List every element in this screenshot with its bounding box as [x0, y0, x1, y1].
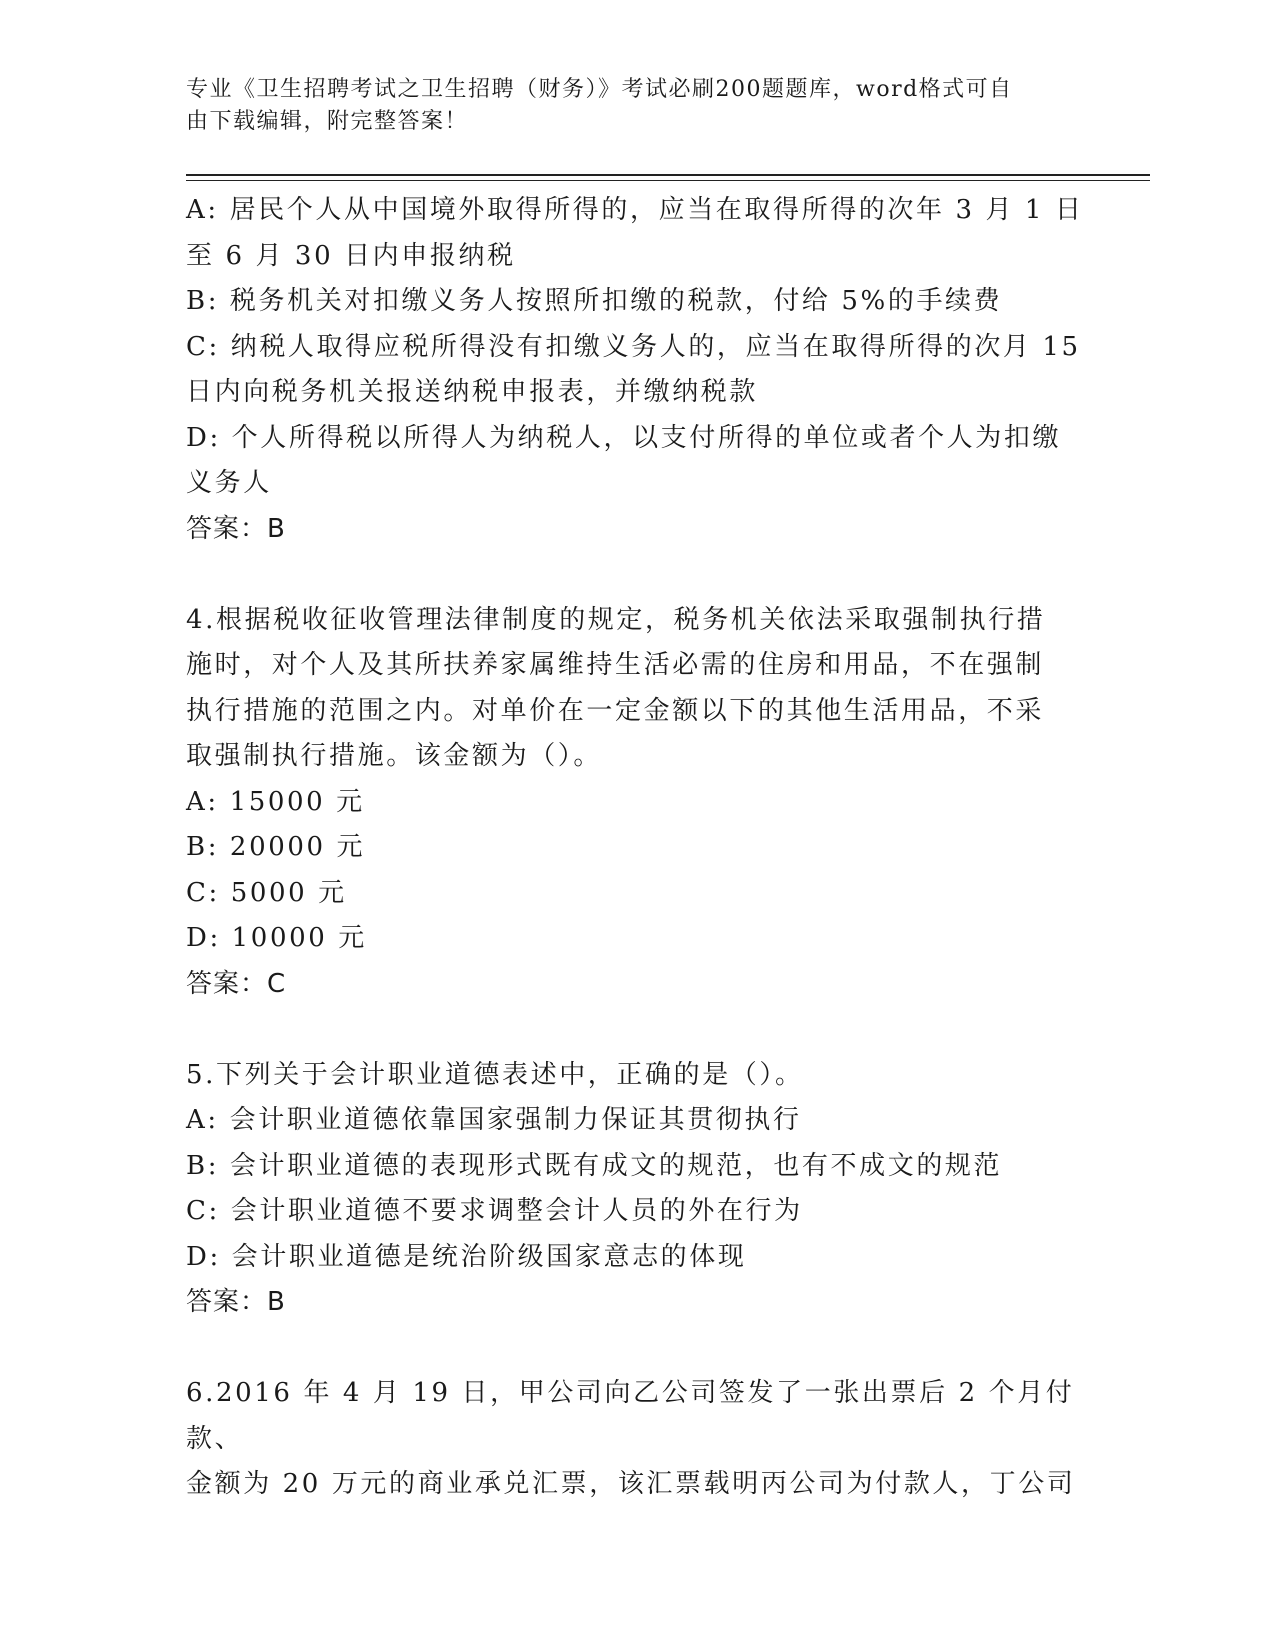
- q5-option-d: D: 会计职业道德是统治阶级国家意志的体现: [186, 1241, 747, 1272]
- q6-stem-line-1: 6.2016 年 4 月 19 日，甲公司向乙公司签发了一张出票后 2 个月付款、: [186, 1378, 1075, 1454]
- q3-option-a-line-2: 至 6 月 30 日内申报纳税: [186, 240, 516, 271]
- q3-option-d-line-1: D: 个人所得税以所得人为纳税人，以支付所得的单位或者个人为扣缴: [186, 422, 1062, 453]
- q5-option-b: B: 会计职业道德的表现形式既有成文的规范，也有不成文的规范: [186, 1150, 1003, 1181]
- question-3: [186, 188, 1086, 552]
- question-5: [186, 1053, 1086, 1326]
- q3-option-b: B: 税务机关对扣缴义务人按照所扣缴的税款，付给 5%的手续费: [186, 286, 1003, 316]
- q4-answer: 答案：C: [186, 968, 287, 999]
- q3-option-c-line-1: C: 纳税人取得应税所得没有扣缴义务人的，应当在取得所得的次月 15: [186, 331, 1081, 362]
- question-4: [186, 598, 1086, 1008]
- header-divider-thin: [186, 180, 1150, 181]
- question-6: [186, 1371, 1086, 1508]
- q5-option-c: C: 会计职业道德不要求调整会计人员的外在行为: [186, 1196, 803, 1226]
- q3-option-a-line-1: A: 居民个人从中国境外取得所得的，应当在取得所得的次年 3 月 1 日: [186, 195, 1084, 225]
- q5-option-a: A: 会计职业道德依靠国家强制力保证其贯彻执行: [186, 1105, 802, 1135]
- q3-option-d-line-2: 义务人: [186, 468, 272, 498]
- header-divider-thick: [186, 174, 1150, 176]
- q6-stem-line-2: 金额为 20 万元的商业承兑汇票，该汇票载明丙公司为付款人，丁公司: [186, 1469, 1076, 1499]
- q4-stem-line-4: 取强制执行措施。该金额为（）。: [186, 741, 603, 771]
- q4-option-a: A: 15000 元: [186, 786, 365, 817]
- document-header: [186, 74, 1066, 138]
- q4-stem-line-1: 4.根据税收征收管理法律制度的规定，税务机关依法采取强制执行措: [186, 604, 1046, 635]
- question-gap: [186, 552, 1086, 598]
- q4-option-b: B: 20000 元: [186, 832, 366, 862]
- header-title-line-1: 专业《卫生招聘考试之卫生招聘（财务）》考试必刷200题题库，word格式可自: [186, 77, 1013, 102]
- q5-answer: 答案：B: [186, 1287, 286, 1317]
- q4-stem-line-3: 执行措施的范围之内。对单价在一定金额以下的其他生活用品，不采: [186, 695, 1045, 726]
- q3-option-c-line-2: 日内向税务机关报送纳税申报表，并缴纳税款: [186, 377, 759, 407]
- q4-stem-line-2: 施时，对个人及其所扶养家属维持生活必需的住房和用品，不在强制: [186, 650, 1045, 680]
- document-body: [186, 188, 1086, 1508]
- question-gap: [186, 1007, 1086, 1053]
- q4-option-c: C: 5000 元: [186, 877, 347, 908]
- question-gap: [186, 1326, 1086, 1372]
- q4-option-d: D: 10000 元: [186, 923, 367, 953]
- header-title-line-2: 由下载编辑，附完整答案！: [186, 109, 469, 134]
- q3-answer: 答案：B: [186, 513, 286, 544]
- q5-stem: 5.下列关于会计职业道德表述中，正确的是（）。: [186, 1059, 804, 1090]
